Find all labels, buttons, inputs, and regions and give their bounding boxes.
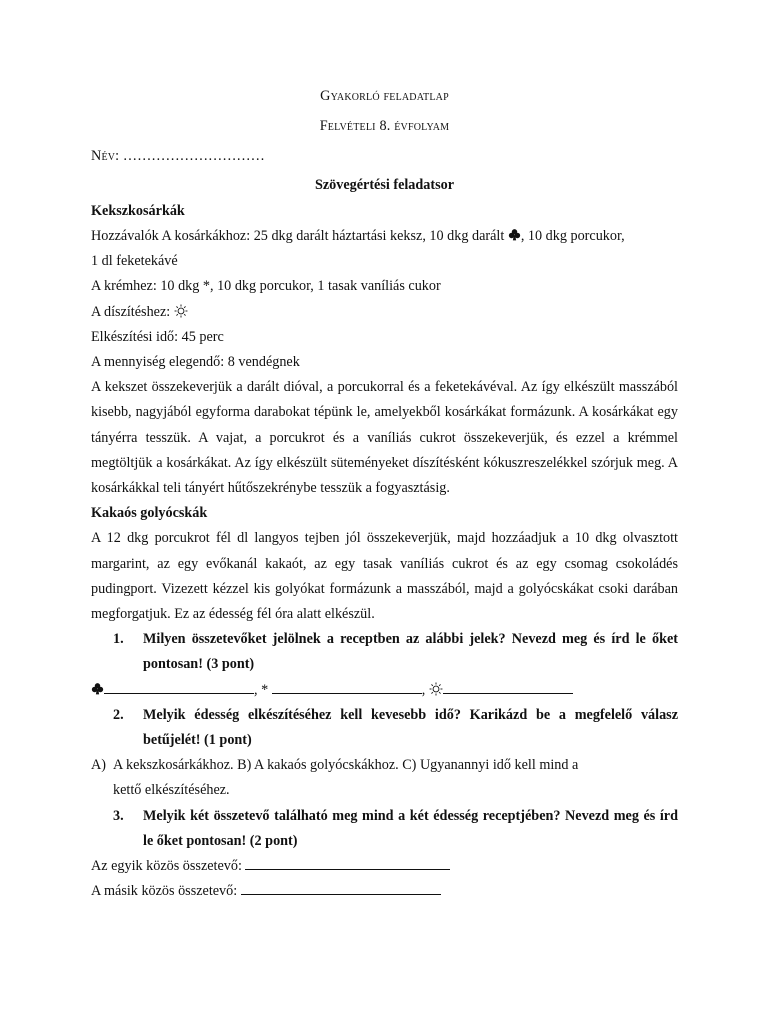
question-list xyxy=(91,703,678,753)
worksheet-page xyxy=(91,84,678,905)
question-2-number: 2. xyxy=(113,706,124,723)
name-label: Név: xyxy=(91,148,120,165)
name-dots: ………………………… xyxy=(122,148,265,165)
question-1-text: Milyen összetevőket jelölnek a receptben az alábbi jelek? Nevezd meg és írd le őket pontosan! (3 pont) xyxy=(143,631,678,673)
options-text-2: kettő elkészítéséhez. xyxy=(113,782,230,799)
question-list xyxy=(91,804,678,854)
answer-blank-sun[interactable] xyxy=(443,679,573,694)
sun-icon xyxy=(174,304,188,318)
recipe1-method: A kekszet összekeverjük a darált dióval, a porcukorral és a feketekávéval. Az így elkészült masszából kisebb, nagyjából egyforma darabokat tépünk le, amelyekből kosárkákat formázunk. A kosárkákat egy tányérra tesszük. A vajat, a porcukrot és a vaníliás cukrot összekeverjük, és ezzel a krémmel megtöltjük a kosárkákat. Az így elkészült süteményeket díszítésként kókuszreszelékkel szórjuk meg. A kosárkákkal teli tányért hűtőszekrénybe tesszük a fogyasztásig. xyxy=(91,379,678,497)
answer-second-blank[interactable] xyxy=(241,880,441,895)
question-2-options[interactable] xyxy=(91,753,678,803)
recipe1-ingredients-text-2: , 10 dkg porcukor, xyxy=(520,228,625,245)
worksheet-subtitle: Felvételi 8. évfolyam xyxy=(319,118,450,135)
question-1-number: 1. xyxy=(113,631,124,648)
answer-first-blank[interactable] xyxy=(245,855,450,870)
star-symbol: * xyxy=(261,681,269,698)
recipe1-cream: A krémhez: 10 dkg *, 10 dkg porcukor, 1 tasak vaníliás cukor xyxy=(91,278,441,295)
answer-blank-star[interactable] xyxy=(272,679,422,694)
answer-second-common[interactable] xyxy=(91,879,678,904)
recipe2-method: A 12 dkg porcukrot fél dl langyos tejben jól összekeverjük, majd hozzáadjuk a 10 dkg olvasztott margarint, az egy evőkanál kakaót, az egy tasak vaníliás cukrot és az egy csomag csokoládés pudingport. Vizezett kézzel kis golyókat formázunk a masszából, majd a golyócskákat csoki darában megforgatjuk. Ez az édesség fél óra alatt elkészül. xyxy=(91,530,678,623)
sun-icon xyxy=(429,682,443,696)
answer-first-label: Az egyik közös összetevő: xyxy=(91,858,242,875)
separator: , xyxy=(421,681,426,698)
recipe1-decor-label: A díszítéshez: xyxy=(91,303,171,320)
recipe1-title: Kekszkosárkák xyxy=(91,202,185,219)
club-icon xyxy=(91,682,104,695)
section-title: Szövegértési feladatsor xyxy=(314,176,455,193)
answer-blank-club[interactable] xyxy=(104,679,254,694)
recipe2-title: Kakaós golyócskák xyxy=(91,505,208,522)
recipe1-servings: A mennyiség elegendő: 8 vendégnek xyxy=(91,354,300,371)
recipe1-ingredients-text: Hozzávalók A kosárkákhoz: 25 dkg darált háztartási keksz, 10 dkg darált xyxy=(91,228,505,245)
question-1 xyxy=(113,627,678,677)
separator: , xyxy=(254,681,258,698)
question-2 xyxy=(113,703,678,753)
name-line xyxy=(91,144,678,169)
club-icon xyxy=(508,228,521,241)
recipe1-ingredients-text-3: 1 dl feketekávé xyxy=(91,253,178,270)
worksheet-title: Gyakorló feladatlap xyxy=(320,88,449,104)
question-3-number: 3. xyxy=(113,807,124,824)
recipe1-ingredients xyxy=(91,224,678,274)
answer-second-label: A másik közös összetevő: xyxy=(91,883,238,900)
answer-first-common[interactable] xyxy=(91,854,678,879)
question-2-text: Melyik édesség elkészítéséhez kell kevesebb idő? Karikázd be a megfelelő válasz betűjelét! (1 pont) xyxy=(143,706,678,749)
recipe1-decor xyxy=(91,300,678,325)
question-1-answer-line[interactable] xyxy=(91,678,678,703)
options-text[interactable]: A kekszkosárkákhoz. B) A kakaós golyócskákhoz. C) Ugyanannyi idő kell mind a xyxy=(113,757,579,774)
question-3-text: Melyik két összetevő található meg mind a két édesség receptjében? Nevezd meg és írd le őket pontosan! (2 pont) xyxy=(143,807,678,849)
recipe1-time: Elkészítési idő: 45 perc xyxy=(91,328,224,345)
question-3 xyxy=(113,804,678,854)
question-list xyxy=(91,627,678,677)
option-a-label: A) xyxy=(91,757,106,774)
